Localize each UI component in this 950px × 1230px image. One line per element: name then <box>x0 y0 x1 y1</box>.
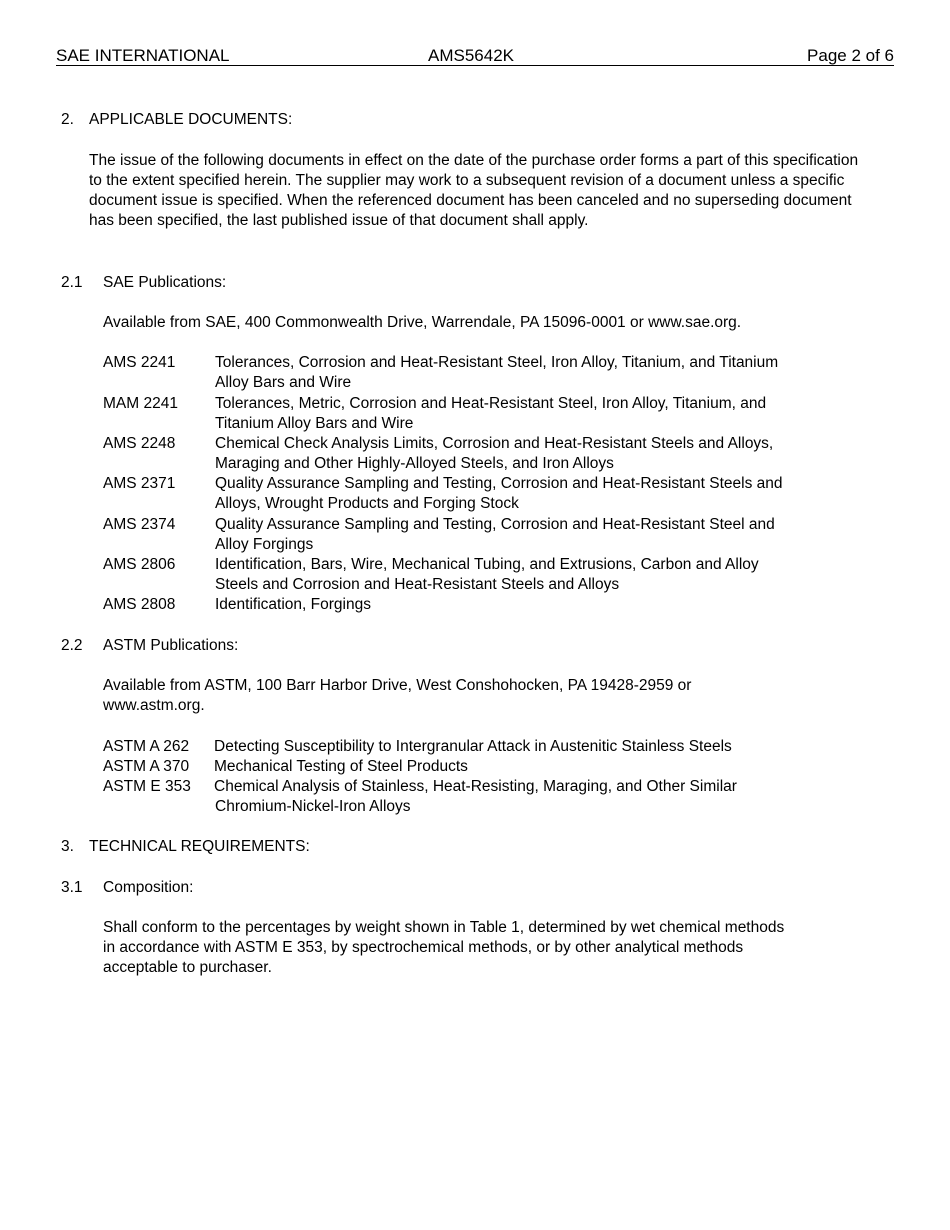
reference-code: ASTM A 262 <box>103 738 190 755</box>
section-paragraph-line: in accordance with ASTM E 353, by spectrochemical methods, or by other analytical methods <box>103 939 744 956</box>
section-number: 3. <box>61 838 74 855</box>
reference-code: AMS 2371 <box>103 475 176 492</box>
availability-note-url: www.astm.org. <box>103 697 205 714</box>
section-number: 2.2 <box>61 637 83 654</box>
section-number: 2. <box>61 111 74 128</box>
reference-title: Identification, Bars, Wire, Mechanical Tubing, and Extrusions, Carbon and Alloy Steels and Corrosion and Heat-Resistant Steels and Alloys <box>215 556 759 593</box>
reference-title: Quality Assurance Sampling and Testing, Corrosion and Heat-Resistant Steels and Alloys, Wrought Products and Forging Stock <box>215 475 783 512</box>
reference-title: Chemical Check Analysis Limits, Corrosion and Heat-Resistant Steels and Alloys, Maraging and Other Highly-Alloyed Steels, and Iron Alloys <box>215 435 774 472</box>
availability-note: Available from SAE, 400 Commonwealth Drive, Warrendale, PA 15096-0001 or www.sae.org. <box>103 314 742 331</box>
reference-code: AMS 2248 <box>103 435 176 452</box>
section-heading: APPLICABLE DOCUMENTS: <box>89 111 293 128</box>
reference-code: AMS 2808 <box>103 596 176 613</box>
reference-code: MAM 2241 <box>103 395 178 412</box>
reference-title: Mechanical Testing of Steel Products <box>214 758 468 775</box>
header-page-number: Page 2 of 6 <box>807 46 894 65</box>
section-number: 2.1 <box>61 274 83 291</box>
reference-title: Chemical Analysis of Stainless, Heat-Resisting, Maraging, and Other Similar Chromium-Nickel-Iron Alloys <box>214 778 737 815</box>
reference-title: Detecting Susceptibility to Intergranular Attack in Austenitic Stainless Steels <box>214 738 732 755</box>
page-header <box>56 45 894 66</box>
section-heading: Composition: <box>103 879 194 896</box>
reference-title: Identification, Forgings <box>215 596 371 613</box>
reference-title: Tolerances, Corrosion and Heat-Resistant Steel, Iron Alloy, Titanium, and Titanium Alloy Bars and Wire <box>215 354 779 391</box>
section-paragraph: The issue of the following documents in effect on the date of the purchase order forms a part of this specification to the extent specified herein. The supplier may work to a subsequent revision of a document unless a specific document issue is specified. When the referenced document has been canceled and no superseding document has been specified, the last published issue of that document shall apply. <box>89 152 859 229</box>
header-org: SAE INTERNATIONAL <box>56 46 230 65</box>
reference-code: AMS 2374 <box>103 516 176 533</box>
section-number: 3.1 <box>61 879 83 896</box>
section-paragraph-line: Shall conform to the percentages by weight shown in Table 1, determined by wet chemical methods <box>103 919 785 936</box>
section-heading: TECHNICAL REQUIREMENTS: <box>89 838 310 855</box>
reference-title: Tolerances, Metric, Corrosion and Heat-Resistant Steel, Iron Alloy, Titanium, and Titanium Alloy Bars and Wire <box>215 395 767 432</box>
header-doc-id: AMS5642K <box>428 46 514 65</box>
reference-code: ASTM A 370 <box>103 758 190 775</box>
availability-note: Available from ASTM, 100 Barr Harbor Drive, West Conshohocken, PA 19428-2959 or <box>103 677 692 694</box>
reference-code: ASTM E 353 <box>103 778 191 795</box>
section-heading: ASTM Publications: <box>103 637 239 654</box>
reference-title: Quality Assurance Sampling and Testing, Corrosion and Heat-Resistant Steel and Alloy Forgings <box>215 516 775 553</box>
reference-code: AMS 2806 <box>103 556 176 573</box>
reference-code: AMS 2241 <box>103 354 176 371</box>
section-paragraph-line: acceptable to purchaser. <box>103 959 272 976</box>
section-heading: SAE Publications: <box>103 274 227 291</box>
